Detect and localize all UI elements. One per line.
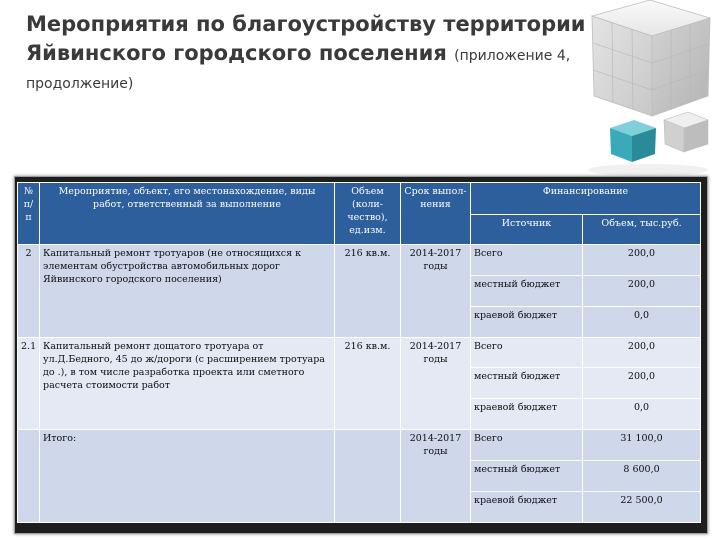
funding-amount: 200,0 (583, 368, 701, 399)
funding-source: краевой бюджет (471, 492, 583, 523)
row-term: 2014-2017 годы (401, 337, 471, 430)
funding-source: Всего (471, 244, 583, 275)
title-line-1: Мероприятия по благоустройству территории (26, 12, 586, 36)
funding-amount: 8 600,0 (583, 461, 701, 492)
title-line-2 (26, 39, 571, 71)
row-volume: 216 кв.м. (335, 337, 401, 430)
activities-table (17, 182, 701, 523)
table-row-total (18, 430, 701, 461)
row-event: Капитальный ремонт дощатого тротуара от ул.Д.Бедного, 45 до ж/дороги (с расширением тротуара до .), в том числе разработка проекта или сметного расчета стоимости работ (40, 337, 335, 430)
funding-source: краевой бюджет (471, 399, 583, 430)
funding-source: местный бюджет (471, 275, 583, 306)
funding-source: местный бюджет (471, 461, 583, 492)
row-no: 2 (18, 244, 40, 337)
row-term: 2014-2017 годы (401, 430, 471, 523)
header-amount: Объем, тыс.руб. (583, 214, 701, 244)
funding-amount: 0,0 (583, 399, 701, 430)
cubes-decoration-icon (548, 0, 720, 180)
header-volume: Объем (коли-чество), ед.изм. (335, 183, 401, 245)
row-event: Капитальный ремонт тротуаров (не относящихся к элементам обустройства автомобильных дорог Яйвинского городского поселения) (40, 244, 335, 337)
row-no (18, 430, 40, 523)
funding-source: краевой бюджет (471, 306, 583, 337)
funding-source: местный бюджет (471, 368, 583, 399)
funding-amount: 22 500,0 (583, 492, 701, 523)
title-note: (приложение 4, (454, 48, 571, 64)
funding-source: Всего (471, 337, 583, 368)
funding-amount: 0,0 (583, 306, 701, 337)
row-volume (335, 430, 401, 523)
funding-amount: 200,0 (583, 244, 701, 275)
row-no: 2.1 (18, 337, 40, 430)
slide-title (26, 10, 586, 95)
title-line-2-text: Яйвинского городского поселения (26, 41, 447, 65)
header-financing: Финансирование (471, 183, 701, 215)
funding-amount: 31 100,0 (583, 430, 701, 461)
row-event: Итого: (40, 430, 335, 523)
row-volume: 216 кв.м. (335, 244, 401, 337)
table-row (18, 244, 701, 275)
title-line-3: продолжение) (26, 76, 134, 92)
row-term: 2014-2017 годы (401, 244, 471, 337)
header-event: Мероприятие, объект, его местонахождение, виды работ, ответственный за выполнение (40, 183, 335, 245)
funding-amount: 200,0 (583, 275, 701, 306)
header-term: Срок выпол-нения (401, 183, 471, 245)
funding-amount: 200,0 (583, 337, 701, 368)
header-no: № п/п (18, 183, 40, 245)
header-source: Источник (471, 214, 583, 244)
table-row (18, 337, 701, 368)
table-header-row (18, 183, 701, 215)
funding-source: Всего (471, 430, 583, 461)
